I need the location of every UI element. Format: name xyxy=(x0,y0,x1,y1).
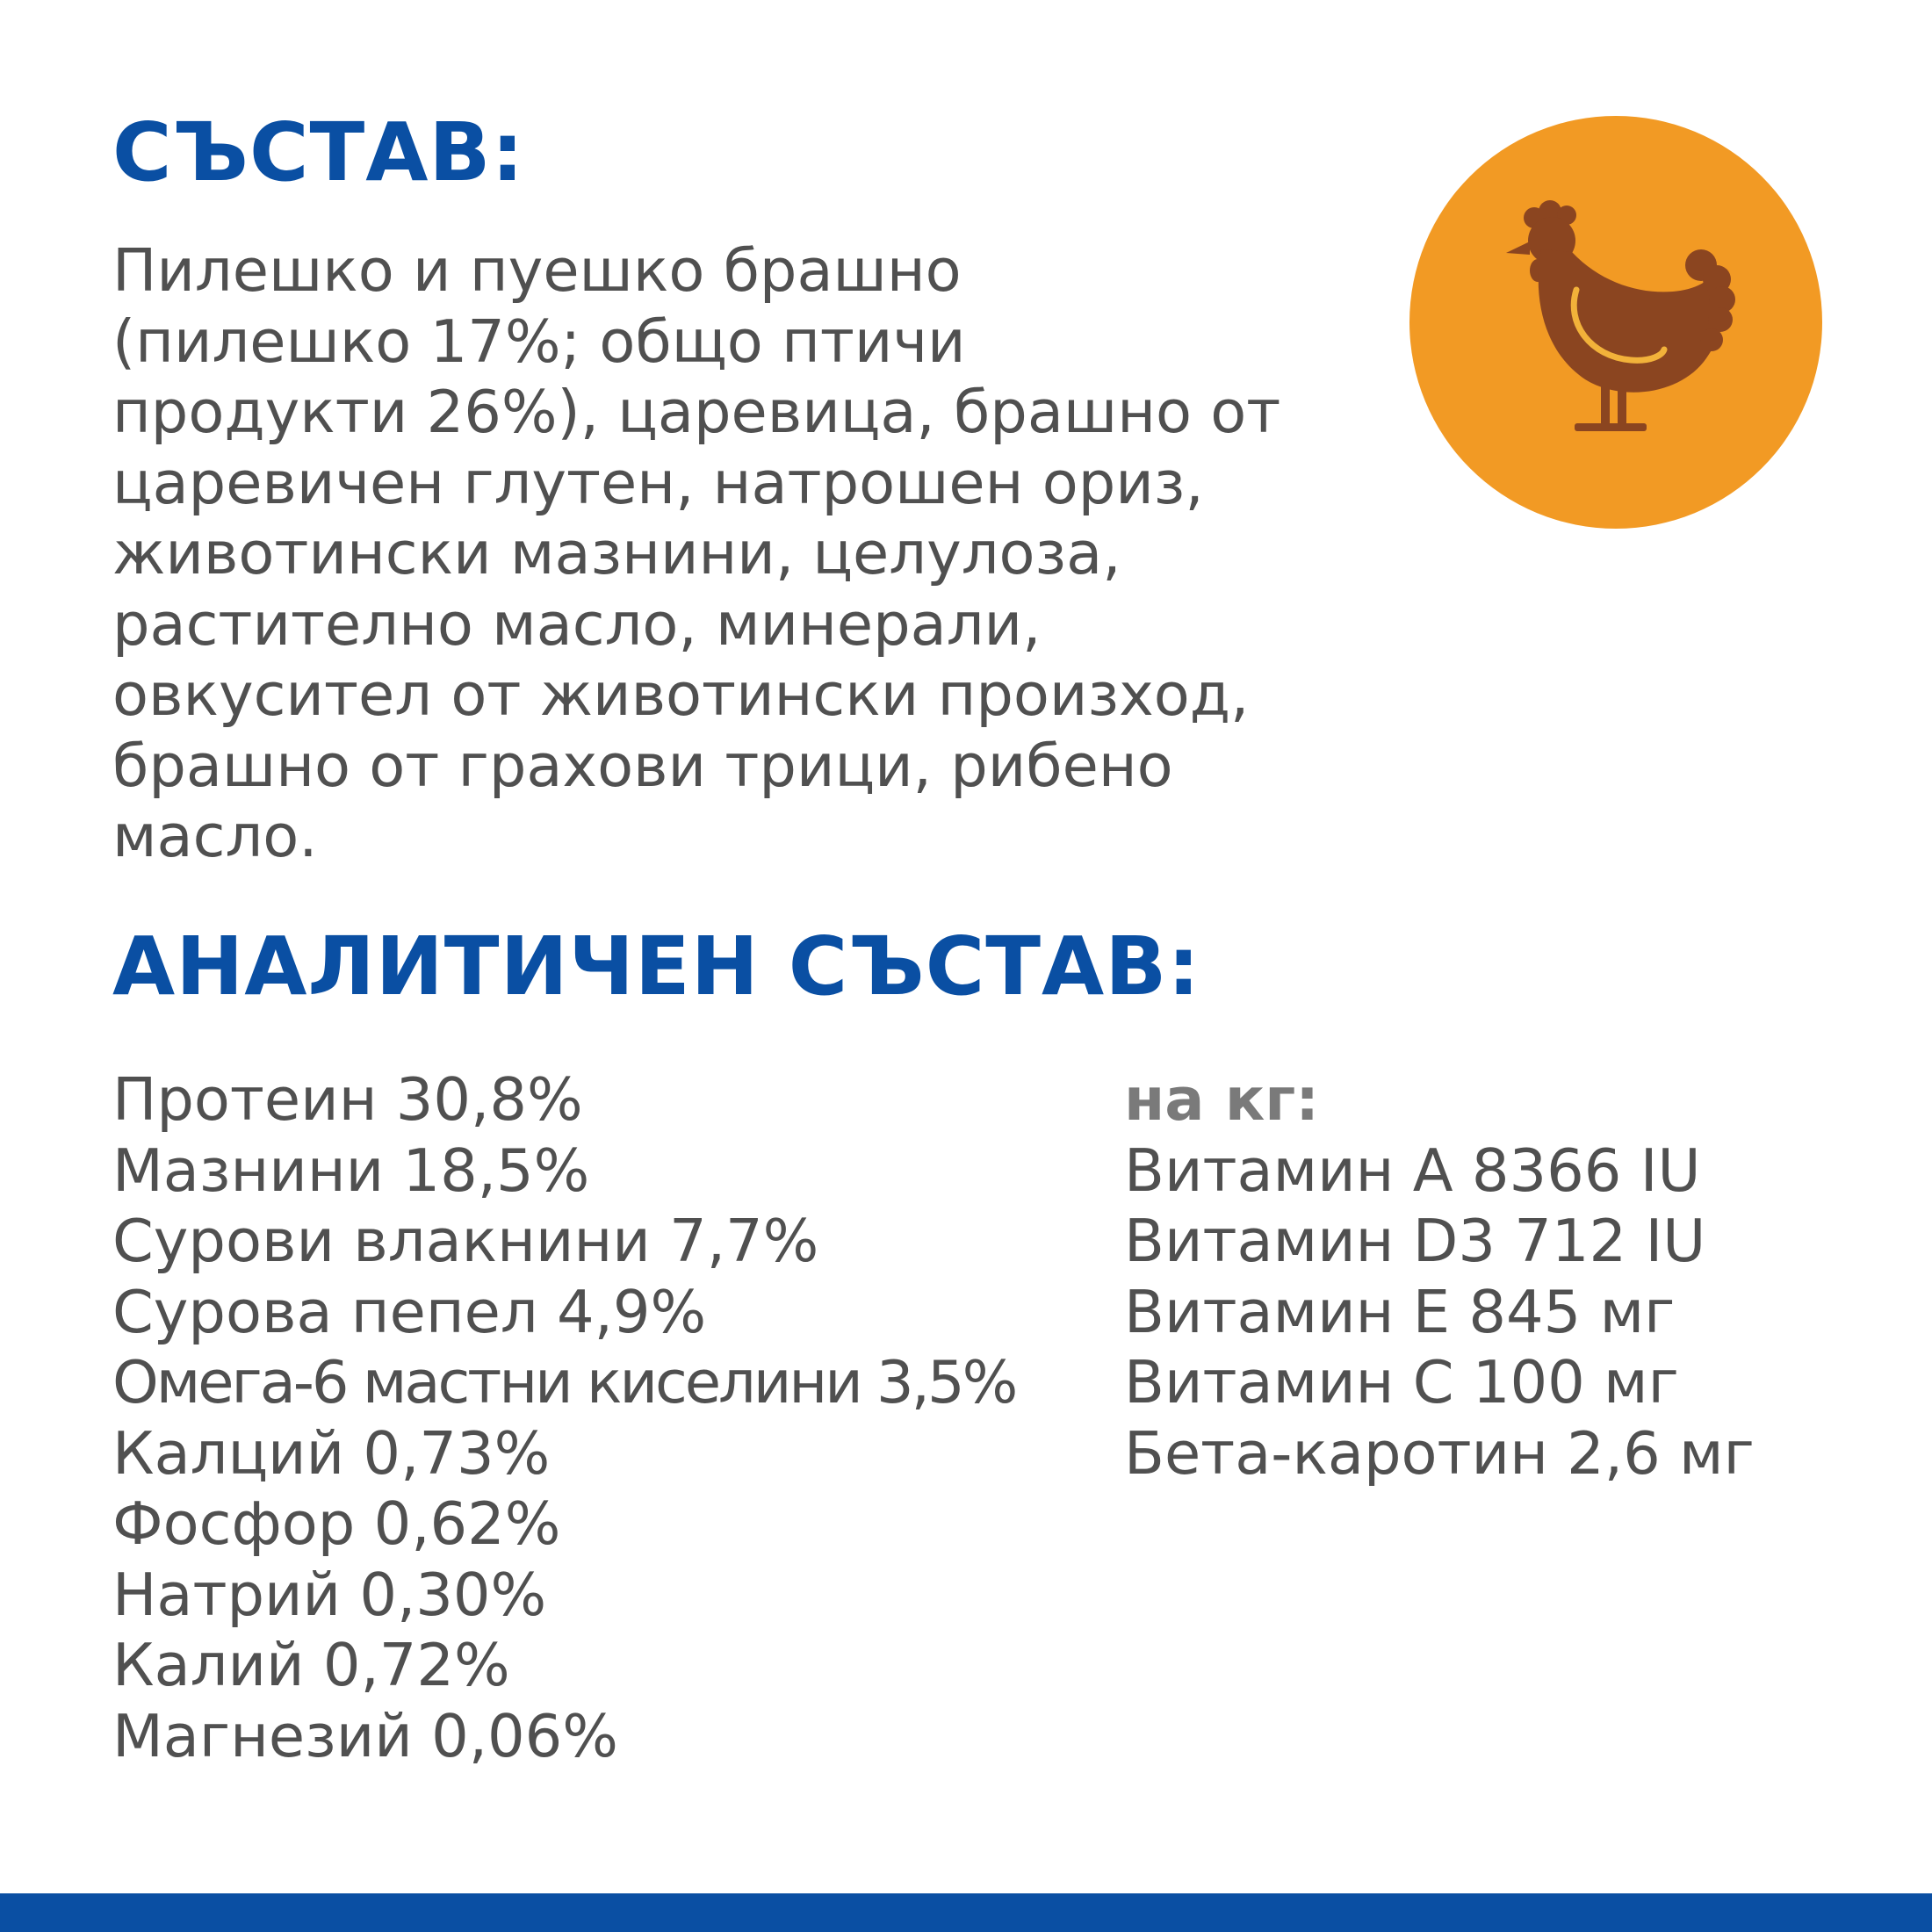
list-item: Натрий 0,30% xyxy=(112,1560,547,1629)
list-item: Бета-каротин 2,6 мг xyxy=(1124,1418,1755,1488)
ingredients-line: Пилешко и пуешко брашно xyxy=(112,236,962,305)
analytical-title: АНАЛИТИЧЕН СЪСТАВ: xyxy=(112,919,1201,1013)
per-kg-list xyxy=(1124,1064,1755,1489)
chicken-badge xyxy=(1409,116,1822,529)
list-item: Витамин Е 845 мг xyxy=(1124,1277,1676,1346)
list-item: Омега-6 мастни киселини 3,5% xyxy=(112,1348,1016,1417)
list-item: Витамин А 8366 IU xyxy=(1124,1135,1701,1205)
list-item: Сурови влакнини 7,7% xyxy=(112,1207,819,1275)
ingredients-line: (пилешко 17%; общо птичи xyxy=(112,306,966,376)
ingredients-line: масло. xyxy=(112,802,318,870)
ingredients-line: царевичен глутен, натрошен ориз, xyxy=(112,448,1204,517)
list-item: Калций 0,73% xyxy=(112,1418,551,1488)
ingredients-line: брашно от грахови трици, рибено xyxy=(112,731,1173,800)
ingredients-line: растително масло, минерали, xyxy=(112,589,1042,659)
chicken-icon xyxy=(1409,116,1822,529)
ingredients-line: продукти 26%), царевица, брашно от xyxy=(112,378,1281,446)
ingredients-text xyxy=(112,235,1430,872)
ingredients-line: овкусител от животински произход, xyxy=(112,660,1250,729)
list-item: Сурова пепел 4,9% xyxy=(112,1277,707,1346)
list-item: Протеин 30,8% xyxy=(112,1065,583,1134)
list-item: Фосфор 0,62% xyxy=(112,1489,561,1558)
analytical-list xyxy=(112,1064,1015,1771)
composition-title: СЪСТАВ: xyxy=(112,105,525,199)
list-item: Магнезий 0,06% xyxy=(112,1701,618,1770)
per-kg-label: на кг: xyxy=(1124,1065,1320,1134)
list-item: Витамин С 100 мг xyxy=(1124,1348,1679,1417)
list-item: Витамин D3 712 IU xyxy=(1124,1207,1706,1275)
list-item: Калий 0,72% xyxy=(112,1631,510,1699)
list-item: Мазнини 18,5% xyxy=(112,1135,590,1205)
ingredients-line: животински мазнини, целулоза, xyxy=(112,519,1121,588)
footer-bar xyxy=(0,1893,1932,1932)
